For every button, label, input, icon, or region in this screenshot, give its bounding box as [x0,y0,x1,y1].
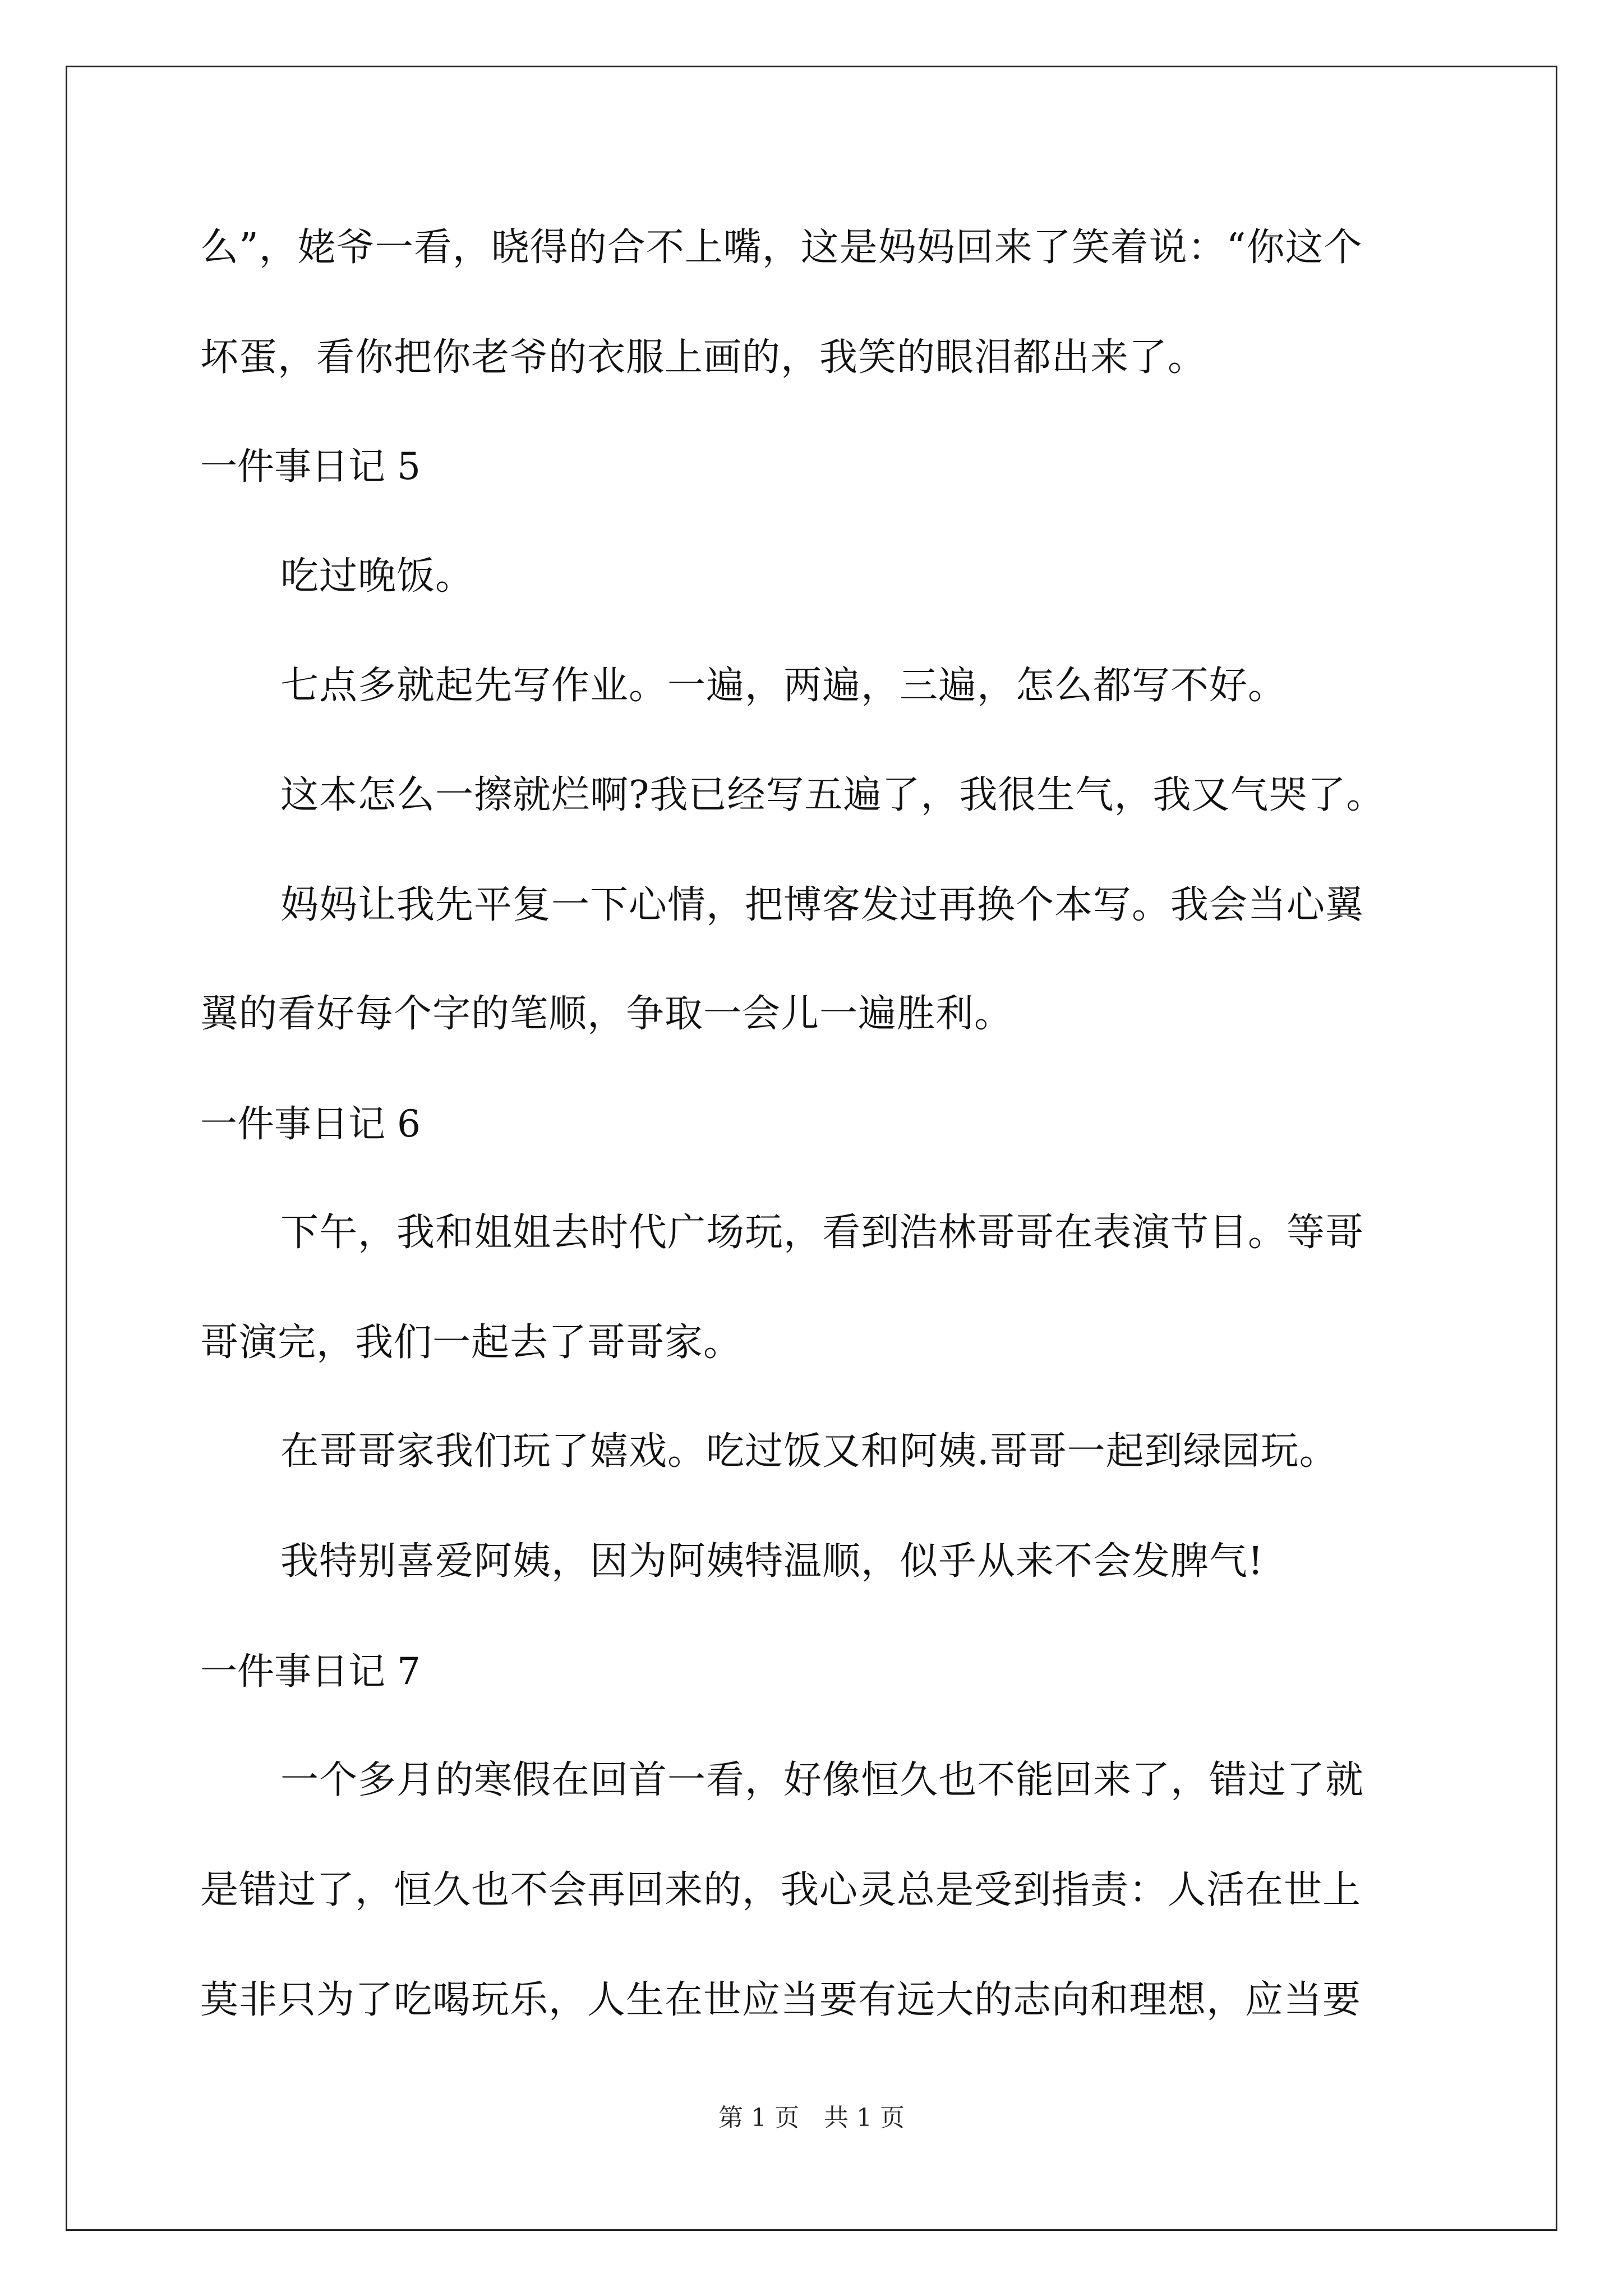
section-heading-5: 一件事日记 5 [200,445,421,488]
text-line-6: 这本怎么一擦就烂啊?我已经写五遍了，我很生气，我又气哭了。 [280,773,1385,817]
page-footer: 第 1 页 共 1 页 [718,2104,905,2132]
text-line-7: 妈妈让我先平复一下心情，把博客发过再换个本写。我会当心翼 [280,883,1364,927]
text-line-5: 七点多就起先写作业。一遍，两遍，三遍，怎么都写不好。 [280,664,1287,708]
text-line-4: 吃过晚饭。 [280,554,474,599]
text-line-13: 我特别喜爱阿姨，因为阿姨特温顺，似乎从来不会发脾气! [280,1539,1264,1584]
text-line-8: 翼的看好每个字的笔顺，争取一会儿一遍胜利。 [200,992,1013,1036]
text-line-15: 一个多月的寒假在回首一看，好像恒久也不能回来了，错过了就 [280,1758,1364,1802]
text-line-16: 是错过了，恒久也不会再回来的，我心灵总是受到指责：人活在世上 [200,1868,1362,1912]
text-line-1: 么”，姥爷一看，晓得的合不上嘴，这是妈妈回来了笑着说：“你这个 [200,226,1363,270]
text-line-2: 坏蛋，看你把你老爷的衣服上画的，我笑的眼泪都出来了。 [200,335,1207,380]
section-heading-6: 一件事日记 6 [200,1102,421,1145]
text-line-11: 哥演完，我们一起去了哥哥家。 [200,1320,743,1365]
text-line-10: 下午，我和姐姐去时代广场玩，看到浩林哥哥在表演节目。等哥 [280,1211,1364,1255]
text-line-17: 莫非只为了吃喝玩乐，人生在世应当要有远大的志向和理想，应当要 [200,1978,1362,2022]
section-heading-7: 一件事日记 7 [200,1650,421,1693]
text-line-12: 在哥哥家我们玩了嬉戏。吃过饭又和阿姨.哥哥一起到绿园玩。 [280,1429,1338,1474]
